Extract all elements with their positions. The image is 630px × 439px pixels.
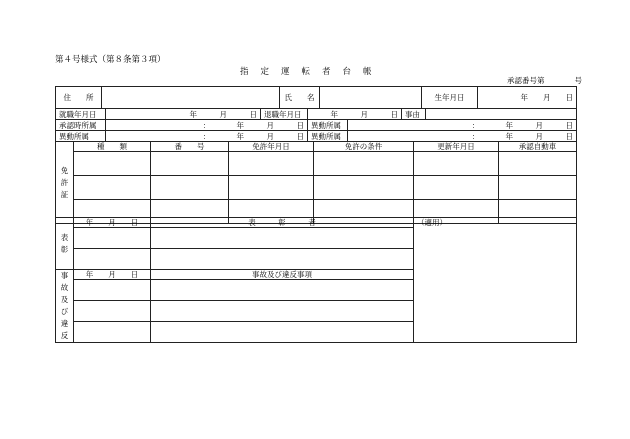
accident-cell[interactable] [74, 322, 151, 343]
approval-number: 承認番号第 号 [507, 76, 582, 85]
accident-cell[interactable] [151, 322, 414, 343]
license-col-vehicle: 承認自動車 [499, 142, 577, 152]
license-cell[interactable] [414, 152, 499, 176]
license-cell[interactable] [414, 176, 499, 200]
license-col-renewal: 更新年月日 [414, 142, 499, 152]
hire-date-field[interactable]: 年 月 日 [106, 109, 261, 120]
accident-col-matter: 事故及び違反事項 [151, 270, 414, 280]
name-label: 氏 名 [280, 87, 320, 109]
document-title: 指定運転者台帳 [240, 67, 384, 77]
accident-col-date: 年 月 日 [74, 270, 151, 280]
commendation-table [55, 217, 577, 343]
hire-date-label: 就職年月日 [56, 109, 106, 120]
commendation-section-label: 表彰 [56, 218, 74, 270]
license-cell[interactable] [74, 152, 151, 176]
license-cell[interactable] [151, 152, 229, 176]
remarks-cell[interactable] [414, 218, 577, 343]
birthdate-label: 生年月日 [422, 87, 478, 109]
transfer-dept-field-2[interactable]: ： 年 月 日 [106, 131, 308, 142]
address-field[interactable] [102, 87, 280, 109]
license-col-conditions: 免許の条件 [314, 142, 414, 152]
transfer-dept-label-2: 異動所属 [56, 131, 106, 142]
commendation-cell[interactable] [151, 249, 414, 270]
license-cell[interactable] [499, 152, 577, 176]
retire-date-label: 退職年月日 [261, 109, 308, 120]
license-cell[interactable] [229, 152, 314, 176]
address-label: 住 所 [56, 87, 102, 109]
license-cell[interactable] [229, 176, 314, 200]
name-field[interactable] [320, 87, 422, 109]
department-table [55, 119, 577, 142]
commendation-col-person: 表 彰 者 [151, 218, 414, 228]
accident-cell[interactable] [74, 280, 151, 301]
license-cell[interactable] [314, 176, 414, 200]
license-cell[interactable] [314, 152, 414, 176]
license-row [56, 176, 577, 200]
approval-dept-label: 承認時所属 [56, 120, 106, 131]
transfer-dept-label: 異動所属 [308, 120, 348, 131]
license-section-label: 免許証 [56, 142, 74, 224]
accident-cell[interactable] [151, 301, 414, 322]
accident-cell[interactable] [74, 301, 151, 322]
transfer-dept-field[interactable]: ： 年 月 日 [348, 120, 577, 131]
birthdate-field[interactable]: 年 月 日 [478, 87, 577, 109]
transfer-dept-label-3: 異動所属 [308, 131, 348, 142]
license-cell[interactable] [151, 176, 229, 200]
retire-date-field[interactable]: 年 月 日 [308, 109, 402, 120]
reason-field[interactable] [426, 109, 577, 120]
commendation-cell[interactable] [74, 249, 151, 270]
reason-label: 事由 [402, 109, 426, 120]
license-table [55, 141, 577, 224]
accident-section-label: 事故及び違反 [56, 270, 74, 343]
approval-dept-field[interactable]: ： 年 月 日 [106, 120, 308, 131]
license-col-number: 番 号 [151, 142, 229, 152]
license-cell[interactable] [499, 176, 577, 200]
address-table [55, 86, 577, 109]
license-col-date: 免許年月日 [229, 142, 314, 152]
commendation-cell[interactable] [151, 228, 414, 249]
license-cell[interactable] [74, 176, 151, 200]
accident-cell[interactable] [151, 280, 414, 301]
commendation-col-date: 年 月 日 [74, 218, 151, 228]
license-row [56, 152, 577, 176]
remarks-header: （適用） [417, 218, 447, 227]
transfer-dept-field-3[interactable]: ： 年 月 日 [348, 131, 577, 142]
form-label: 第４号様式（第８条第３項） [55, 55, 166, 65]
commendation-cell[interactable] [74, 228, 151, 249]
license-col-type: 種 類 [74, 142, 151, 152]
